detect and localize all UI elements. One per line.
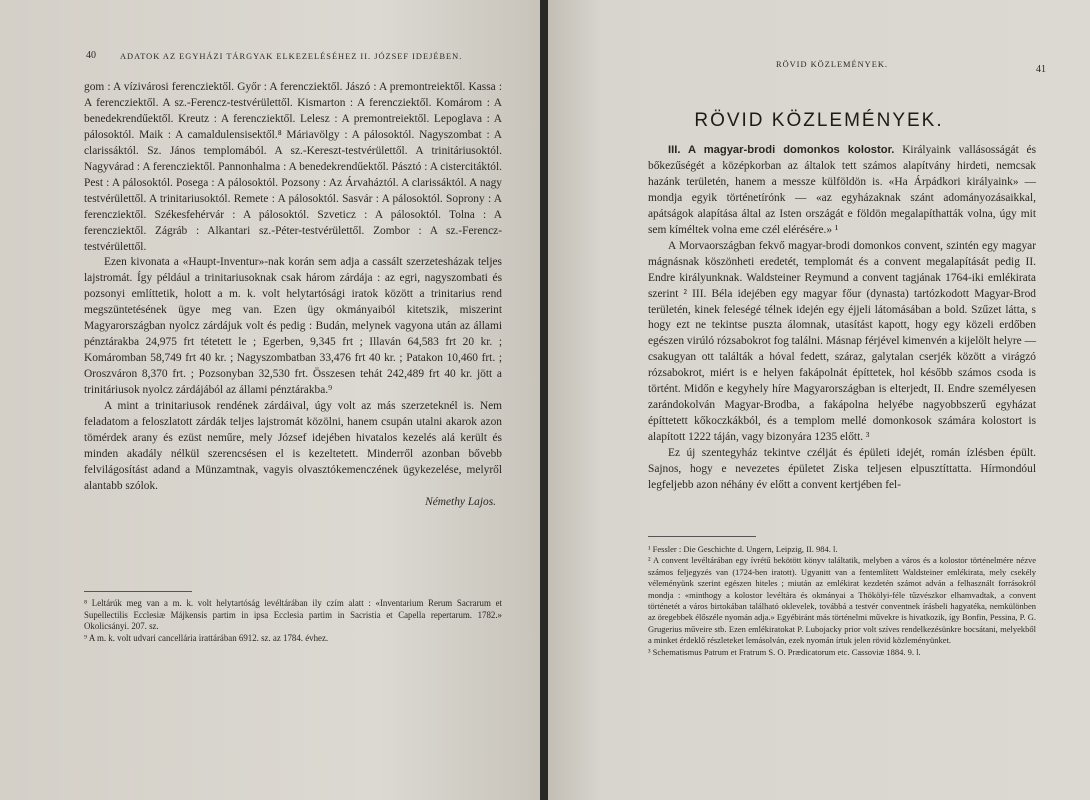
footnote-divider [84,591,192,592]
paragraph-text: Királyaink vallásosságát és bőkezűségét a középkorban az általok tett számos alapítvány hirdeti, nemcsak hazánk területén, hanem a messze külföldön is. «Ha Árpádkori királyaink» — mondja egyik történetírónk — «az egyházaknak szánt adományozásaikkal, apátságok alapítása által az Isten országát e földön megalapíthatták volna, úgy mit sem kíméltek volna eme czél elérésére.» ¹ [648,144,1036,236]
footnotes [648,544,1036,658]
footnote: ⁹ A m. k. volt udvari cancellária irattárában 6912. sz. az 1784. évhez. [84,632,329,643]
running-head: RÖVID KÖZLEMÉNYEK. [776,60,888,69]
article-heading: III. A magyar-brodi domonkos kolostor. [668,144,895,156]
page-number: 41 [1036,64,1046,75]
paragraph: gom : A vízivárosi ferencziektől. Győr : A ferencziektől. Jászó : A premontreiektől. Kassa : A ferencziektől. A sz.-Ferencz-testvérülettől. Kismarton : A ferencziektől. Komárom : A benedekrendűektől. Kreutz : A ferencziektől. Lelesz : A premontreiektől. Lepoglava : A pálosoktól. Maik : A camaldulensisektől.⁸ Máriavölgy : A pálosoktól. Nagyszombat : A clarissáktól. Sz. János templomából. A sz.-Kereszt-testvérülettől. A trinitáriusoktól. Nagyvárad : A ferencziektől. Pannonhalma : A benedekrendűektől. Pásztó : A cistercitáktól. Pest : A pálosoktól. Posega : A pálosoktól. Pozsony : Az Árvaháztól. A clarissáktól. A nagy testvérülettől. A trinitariusoktól. Remete : A pálosoktól. Sasvár : A pálosoktól. Soprony : A ferencziektől. Székesfehérvár : A pálosoktól. Szveticz : A pálosoktól. Tolna : A ferencziektől. Zágráb : Alkantari sz.-Péter-testvérülettől. Zombor : A sz.-Ferencz-testvérülettől. [84,81,502,253]
running-head: ADATOK AZ EGYHÁZI TÁRGYAK ELKEZELÉSÉHEZ II. JÓZSEF IDEJÉBEN. [120,52,463,61]
footnote: ² A convent levéltárában egy ívrétű bekötött könyv találtatik, melyben a város és a kolostor történelmére nézve számos feljegyzés van (1724-ben iratott). Ugyanitt van a fentemlített Waldsteiner emlékirata, mely csekély véleményünk szerint egészen hiteles ; miután az emlékirat kezdetén számot adván a felhasznált forrásokról mondja : «minthogy a kolostor levéltára és okmányai a Thökölyi-féle tűzvészkor elhamvadtak, a convent történetét a város birtokában található oklevelek, továbbá a testvér conventnek írásbeli hagyatéka, nemkülönben az öregebbek élőszéle nyomán adja.» Egyébiránt más történelmi művekre is hivatkozik, így Bonfin, Pessina, P. G. Grugerius műveire stb. Ezen emlékiratokat P. Lubojacky prior volt szíves rendelkezésünkre bocsátani, melyekből a minket érdeklő részleteket lemásolván, ezek nyomán írtuk jelen rövid közleményünket. [648,555,1036,646]
book-gutter [540,0,548,800]
footnote: ⁸ Leltárúk meg van a m. k. volt helytartóság levéltárában ily czím alatt : «Inventarium Rerum Sacrarum et Supellectilis Ecclesiæ Májkensis partim in ipsa Ecclesia partim in Sacristia et Capella repertarum. 1782.» Okolicsányi. 207. sz. [84,598,502,632]
section-title: RÖVID KÖZLEMÉNYEK. [694,110,944,131]
paragraph: A Morvaországban fekvő magyar-brodi domonkos convent, szintén egy magyar mágnásnak köszönheti eredetét, templomát és a convent megalapítását pedig II. Endre királyunknak. Waldsteiner Reymund a convent tagjának 1764-iki emlékirata szerint ² III. Béla idejében egy magyar főur (dynasta) tartózkodott Magyar-Brod területén, kinek feleségé télnek idején egy éjjeli látomásában a bold. Szűzet látta, s hogy ezt ne tekintse puszta álomnak, utasítást kapott, hogy egy közeli erdőben egészen virúló rózsabokrot fog találni. Másnap férjével kimenvén a kijelölt helyre — csakugyan ott találták a hóval fedett, száraz, galytalan cserjék között a virágzó rózsabokrot, miért is e helyen fakápolnát építtetek, hol később számos csoda is történt. Midőn e kegyhely híre Magyarországban is elterjedt, II. Endre személyesen zarándokolván Magyar-Brodba, a fakápolna helyébe nagyobbszerű egyházat építtetett kőkoczkákból, és a templom mellé domonkosok számára kolostort is alapított 1222 táján, vagy bizonyára 1235 előtt. ³ [648,239,1036,444]
paragraph: Ez új szentegyház tekintve czélját és épületi idejét, román ízlésben épült. Sajnos, hogy e nevezetes épületet Ziska teljesen elpusztíttatta. Hírmondóul legfeljebb azon néhány év előtt a convent kertjében fel- [648,447,1036,492]
paragraph [648,143,1036,239]
paragraph: Ezen kivonata a «Haupt-Inventur»-nak korán sem adja a cassált szerzetesházak teljes lajstromát. Így például a trinitariusoknak csak három zárdája : az egri, nagyszombati és pozsonyi említtetik, holott a m. k. volt helytartósági iratok között a trinitarius rend megszüntetésének ügye meg van. Ezen ügy okmányaiból kitetszik, miszerint Magyarországban nyolcz zárdájuk volt és pedig : Budán, melynek vagyona után az állami pénztárakba 24,975 frt tétetett le ; Egerben, 9,345 frt ; Illaván 64,583 frt 20 kr. ; Komáromban 58,749 frt 40 kr. ; Nagyszombatban 33,476 frt 40 kr. ; Patakon 10,460 frt. ; Oroszváron 8,370 frt. ; Pozsonyban 32,530 frt. Összesen tehát 242,489 frt 40 kr. jött a trinitáriusok nyolcz zárdájából az állami pénztárakba.⁹ [84,256,502,397]
author-signature: Némethy Lajos. [425,495,496,508]
left-page [0,0,540,800]
footnote: ¹ Fessler : Die Geschichte d. Ungern, Leipzig, II. 984. l. [648,544,838,554]
paragraph: A mint a trinitariusok rendének zárdáival, úgy volt az más szerzeteknél is. Nem feladatom a feloszlatott zárdák teljes lajstromát közölni, hanem csupán utalni akarok azon tömérdek arany és ezüst neműre, mely József idejében hivatalos kezelés alá került és minden akadály nélkül szerencsésen el is kezeltetett. Minderről azonban bővebb felvilágosítást adand a Münzamtnak, vagyis olvasztókemenczének ügykezelése, melyről alantabb szólok. [84,400,502,492]
footnote: ³ Schematismus Patrum et Fratrum S. O. Prædicatorum etc. Cassoviæ 1884. 9. l. [648,646,921,657]
page-number: 40 [86,50,96,61]
right-page [548,0,1090,800]
main-text [84,80,502,511]
footnote-divider [648,536,756,537]
main-text [648,143,1036,494]
footnotes [84,598,502,644]
